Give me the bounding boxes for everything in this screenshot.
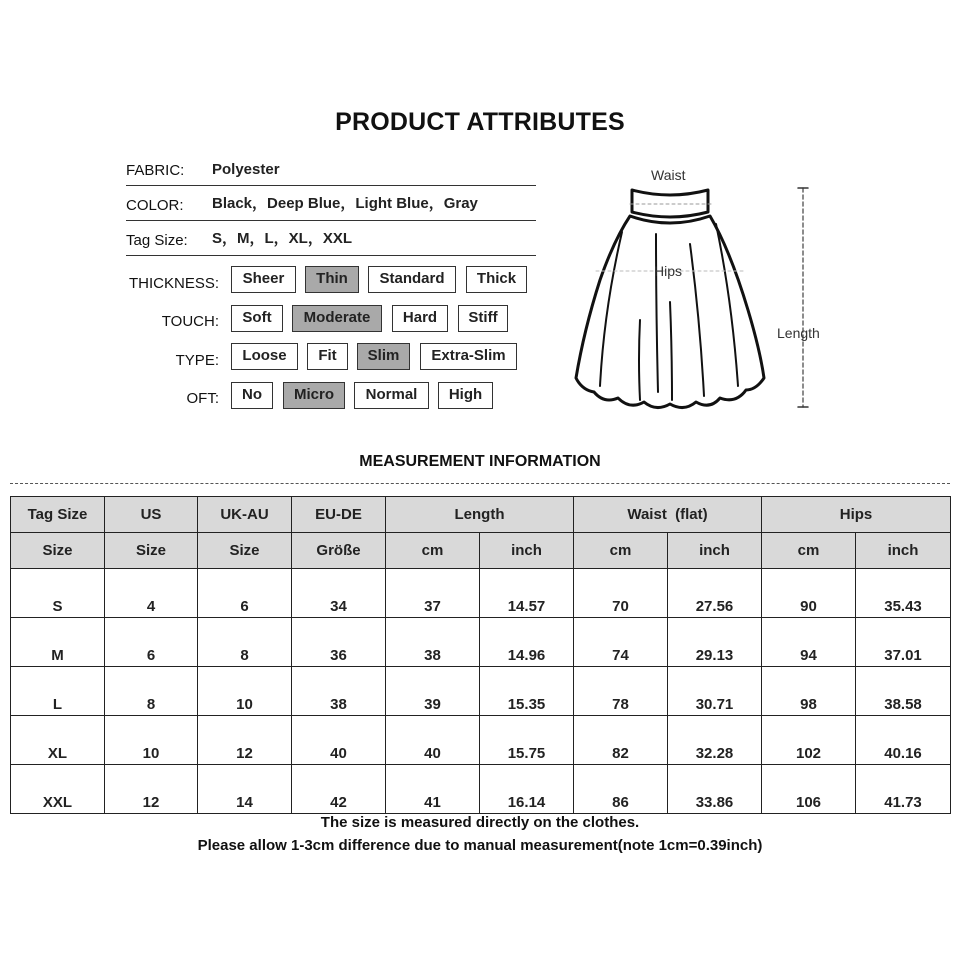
attr-label: Tag Size: (126, 232, 188, 249)
subheader-cell: cm (386, 533, 480, 569)
header-cell: Tag Size (11, 497, 105, 533)
table-cell: 10 (198, 667, 292, 716)
option-micro: Micro (283, 382, 345, 409)
table-cell: 4 (105, 569, 198, 618)
table-cell: 37 (386, 569, 480, 618)
option-thick: Thick (466, 266, 527, 293)
table-row (11, 765, 951, 814)
subheader-cell: inch (856, 533, 951, 569)
table-cell: 90 (762, 569, 856, 618)
table-cell: 38 (292, 667, 386, 716)
table-cell: 42 (292, 765, 386, 814)
table-cell: 12 (105, 765, 198, 814)
table-cell: 14.96 (480, 618, 574, 667)
attr-label: FABRIC: (126, 162, 185, 179)
header-cell: Hips (762, 497, 951, 533)
table-cell: 78 (574, 667, 668, 716)
option-no: No (231, 382, 273, 409)
subheader-cell: Size (105, 533, 198, 569)
option-extra-slim: Extra-Slim (420, 343, 517, 370)
option-high: High (438, 382, 493, 409)
attr-value: Polyester (212, 161, 280, 178)
table-cell: 37.01 (856, 618, 951, 667)
table-cell: M (11, 618, 105, 667)
diagram-length-label: Length (777, 325, 820, 341)
option-stiff: Stiff (458, 305, 508, 332)
table-row (11, 716, 951, 765)
table-cell: 16.14 (480, 765, 574, 814)
subheader-cell: Größe (292, 533, 386, 569)
table-row (11, 618, 951, 667)
subheader-cell: inch (668, 533, 762, 569)
table-cell: 40.16 (856, 716, 951, 765)
subheader-cell: cm (574, 533, 668, 569)
table-cell: 40 (386, 716, 480, 765)
attr-fabric (126, 150, 536, 186)
table-cell: 6 (198, 569, 292, 618)
table-cell: 98 (762, 667, 856, 716)
skirt-illustration-icon (560, 160, 840, 420)
table-cell: 27.56 (668, 569, 762, 618)
option-fit: Fit (307, 343, 348, 370)
option-normal: Normal (354, 382, 429, 409)
measurement-title: MEASUREMENT INFORMATION (359, 453, 601, 470)
table-cell: 12 (198, 716, 292, 765)
diagram-waist-label: Waist (651, 167, 686, 183)
header-cell: Length (386, 497, 574, 533)
table-cell: 34 (292, 569, 386, 618)
attr-tag-size (126, 220, 536, 256)
table-cell: 15.75 (480, 716, 574, 765)
subheader-cell: cm (762, 533, 856, 569)
subheader-cell: Size (198, 533, 292, 569)
attr-value: Black，Deep Blue，Light Blue，Gray (212, 195, 478, 212)
option-moderate: Moderate (292, 305, 382, 332)
table-cell: XXL (11, 765, 105, 814)
header-cell: EU-DE (292, 497, 386, 533)
table-header-row (11, 497, 951, 533)
note-allowance: Please allow 1-3cm difference due to manual measurement(note 1cm=0.39inch) (197, 837, 763, 854)
option-standard: Standard (368, 266, 456, 293)
attr-color (126, 185, 536, 221)
table-cell: 8 (198, 618, 292, 667)
option-soft: Soft (231, 305, 283, 332)
diagram-hips-label: Hips (654, 263, 683, 279)
table-cell: 94 (762, 618, 856, 667)
table-cell: 30.71 (668, 667, 762, 716)
table-cell: 6 (105, 618, 198, 667)
option-slim: Slim (357, 343, 410, 370)
table-cell: 15.35 (480, 667, 574, 716)
table-cell: L (11, 667, 105, 716)
table-cell: 29.13 (668, 618, 762, 667)
table-cell: 36 (292, 618, 386, 667)
skirt-diagram (560, 160, 840, 420)
table-cell: 33.86 (668, 765, 762, 814)
table-cell: 74 (574, 618, 668, 667)
table-cell: 10 (105, 716, 198, 765)
table-cell: 38 (386, 618, 480, 667)
table-cell: 14 (198, 765, 292, 814)
table-cell: XL (11, 716, 105, 765)
table-cell: 102 (762, 716, 856, 765)
page-title: PRODUCT ATTRIBUTES (335, 108, 625, 136)
option-hard: Hard (392, 305, 448, 332)
subheader-cell: Size (11, 533, 105, 569)
option-label: THICKNESS: (128, 275, 219, 292)
option-label: TYPE: (175, 352, 219, 369)
table-cell: 106 (762, 765, 856, 814)
attr-value: S，M，L，XL，XXL (212, 230, 353, 247)
table-cell: 41.73 (856, 765, 951, 814)
table-row (11, 667, 951, 716)
option-label: TOUCH: (161, 313, 219, 330)
table-cell: 35.43 (856, 569, 951, 618)
table-cell: 41 (386, 765, 480, 814)
option-loose: Loose (231, 343, 298, 370)
table-cell: 32.28 (668, 716, 762, 765)
table-cell: 14.57 (480, 569, 574, 618)
table-cell: 82 (574, 716, 668, 765)
option-thin: Thin (305, 266, 359, 293)
header-cell: US (105, 497, 198, 533)
header-cell: UK-AU (198, 497, 292, 533)
option-label: OFT: (186, 390, 219, 407)
table-cell: 8 (105, 667, 198, 716)
table-cell: S (11, 569, 105, 618)
header-cell: Waist (flat) (574, 497, 762, 533)
table-subheader-row (11, 533, 951, 569)
table-cell: 38.58 (856, 667, 951, 716)
dashed-divider (10, 483, 950, 484)
table-cell: 86 (574, 765, 668, 814)
table-row (11, 569, 951, 618)
subheader-cell: inch (480, 533, 574, 569)
table-cell: 70 (574, 569, 668, 618)
attr-label: COLOR: (126, 197, 184, 214)
option-sheer: Sheer (231, 266, 296, 293)
table-cell: 39 (386, 667, 480, 716)
measurement-table (10, 496, 951, 814)
table-cell: 40 (292, 716, 386, 765)
note-measured: The size is measured directly on the clothes. (320, 814, 640, 831)
